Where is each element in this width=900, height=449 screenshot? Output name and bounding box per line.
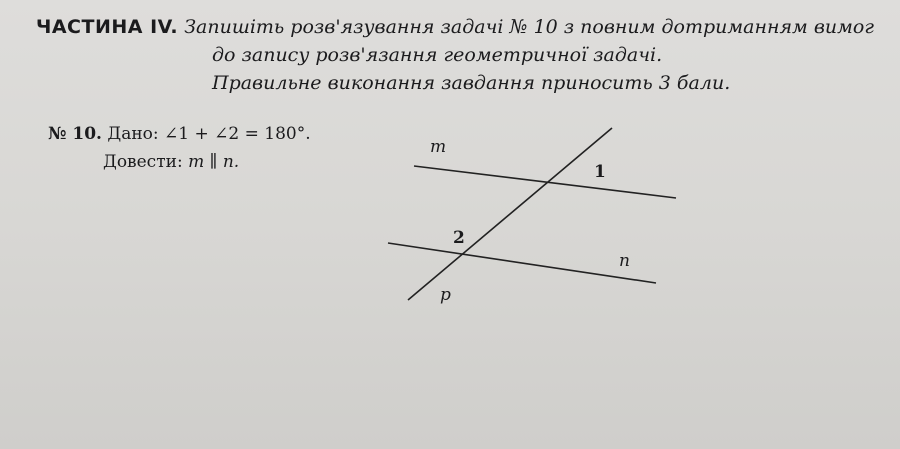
given-label: Дано: — [107, 124, 159, 144]
line-m — [414, 166, 676, 198]
instruction-line-2: до запису розв'язання геометричної задачі. — [212, 44, 663, 66]
instruction-text-1: Запишіть розв'язування задачі № 10 з повним дотриманням вимог — [184, 16, 874, 38]
given-statement: ∠1 + ∠2 = 180°. — [164, 124, 311, 144]
line-n — [388, 243, 656, 283]
prove-statement: m ∥ n. — [188, 152, 240, 172]
label-angle-1: 1 — [594, 162, 606, 182]
label-p: p — [440, 285, 451, 305]
problem-number: № 10. — [48, 124, 102, 144]
instruction-line-3: Правильне виконання завдання приносить 3 бали. — [212, 72, 731, 94]
label-m: m — [430, 137, 447, 157]
label-n: n — [619, 251, 630, 271]
label-angle-2: 2 — [453, 228, 465, 248]
part-label: ЧАСТИНА IV. — [36, 16, 179, 38]
prove-label: Довести: — [103, 152, 183, 172]
